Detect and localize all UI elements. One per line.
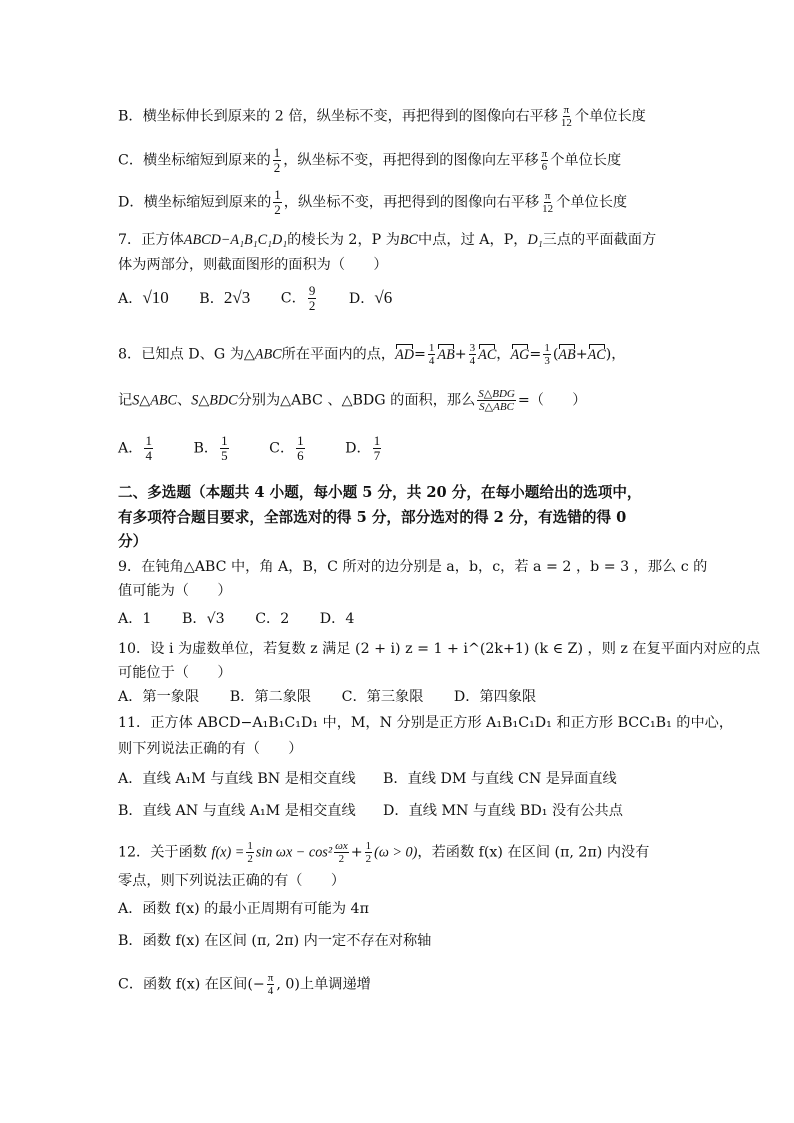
section-heading-line3: 分） xyxy=(118,533,148,550)
q10-stem-line1: 10．设 i 为虚数单位，若复数 z 满足 (2 + i) z = 1 + i^(2k+1) (k ∈ Z) ，则 z 在复平面内对应的点 xyxy=(118,641,761,657)
q12-option-a: A．函数 f(x) 的最小正周期有可能为 4π xyxy=(118,901,369,917)
fraction: $\frac{1}{2}$ xyxy=(274,187,281,217)
q10-stem-line2: 可能位于（ ） xyxy=(118,665,232,681)
fraction: $\frac{1}{4}$ xyxy=(145,433,152,463)
q8-stem-line2: 记S△ABC、S△BDC分别为△ABC 、△BDG 的面积，那么 $\frac{\text{S△BDG}}{\text{S△ABC}}$ =（ ） xyxy=(118,388,587,413)
q11-options-row1 xyxy=(118,770,356,788)
q9-option-a: A．1 xyxy=(118,611,152,627)
q12-option-b: B．函数 f(x) 在区间 (π, 2π) 内一定不存在对称轴 xyxy=(118,933,432,949)
q10-option-c: C．第三象限 xyxy=(341,689,424,705)
q7-option-d: D．√6 xyxy=(348,287,393,307)
q10-option-b: B．第二象限 xyxy=(229,689,312,705)
q11-options-row2 xyxy=(118,802,356,820)
q7-option-c: C． $\frac{9}{2}$ xyxy=(280,283,316,313)
q7-stem-line2: 体为两部分，则截面图形的面积为（ ） xyxy=(118,257,388,273)
q12-stem-line1: 12．关于函数 f(x) = $\frac{1}{2}$ sin ωx − cos² $\frac{\omega x}{2}$ + $\frac{1}{2}$ (ω > 0)，若函数 f(x) 在区间 (π, 2π) 内没有 xyxy=(118,840,650,865)
fraction: $\frac{1}{3}$ xyxy=(544,342,550,367)
q7-stem-line1: 7．正方体ABCD−A₁B₁C₁D₁的棱长为 2，P 为BC中点，过 A，P，D₁三点的平面截面方 xyxy=(118,232,657,248)
q8-options xyxy=(118,434,417,463)
q7-option-a: A．√10 xyxy=(118,287,169,307)
q9-option-d: D．4 xyxy=(319,611,355,627)
fraction: $\frac{9}{2}$ xyxy=(308,283,316,313)
fraction: $\frac{1}{5}$ xyxy=(221,433,228,463)
q11-option-d: D．直线 MN 与直线 BD₁ 没有公共点 xyxy=(383,803,623,819)
fraction: $\frac{1}{2}$ xyxy=(365,840,372,865)
q9-option-c: C．2 xyxy=(255,611,290,627)
q8-option-d: D． $\frac{1}{7}$ xyxy=(345,433,381,463)
fraction: $\frac{\omega x}{2}$ xyxy=(335,840,348,865)
q9-stem-line2: 值可能为（ ） xyxy=(118,583,232,599)
q11-options-row1-right xyxy=(383,770,617,788)
q7-options xyxy=(118,284,418,313)
q9-option-b: B．√3 xyxy=(181,611,225,627)
fraction: $\frac{3}{4}$ xyxy=(469,342,476,367)
fraction: $\frac{\pi}{12}$ xyxy=(560,104,572,129)
q8-option-a: A． $\frac{1}{4}$ xyxy=(118,433,152,463)
q11-option-b: B．直线 DM 与直线 CN 是异面直线 xyxy=(383,771,617,787)
section-heading-line2: 有多项符合题目要求，全部选对的得 5 分，部分选对的得 2 分，有选错的得 0 xyxy=(118,509,627,526)
fraction: $\frac{1}{2}$ xyxy=(247,840,253,865)
q10-option-a: A．第一象限 xyxy=(118,689,200,705)
fraction: $\frac{1}{2}$ xyxy=(273,145,281,175)
fraction: $\frac{\pi}{6}$ xyxy=(541,148,548,173)
q12-stem-line2: 零点，则下列说法正确的有（ ） xyxy=(118,873,346,889)
q6-option-d: D．横坐标缩短到原来的 $\frac{1}{2}$ ，纵坐标不变，再把得到的图像向右平移 $\frac{\pi}{12}$ 个单位长度 xyxy=(118,187,628,217)
fraction: $\frac{1}{7}$ xyxy=(373,433,381,463)
q9-options xyxy=(118,610,380,628)
fraction: $\frac{1}{6}$ xyxy=(297,433,304,463)
q8-option-b: B． $\frac{1}{5}$ xyxy=(193,433,228,463)
section-heading-line1: 二、多选题（本题共 4 小题，每小题 5 分，共 20 分，在每小题给出的选项中， xyxy=(118,484,642,501)
fraction: $\frac{\pi}{12}$ xyxy=(542,190,554,215)
q6-option-c: C．横坐标缩短到原来的 $\frac{1}{2}$ ，纵坐标不变，再把得到的图像向左平移 $\frac{\pi}{6}$ 个单位长度 xyxy=(118,145,622,175)
q10-option-d: D．第四象限 xyxy=(453,689,537,705)
fraction: $\frac{\text{S△BDG}}{\text{S△ABC}}$ xyxy=(478,388,515,413)
fraction: $\frac{1}{4}$ xyxy=(428,342,435,367)
q11-options-row2-right xyxy=(383,802,623,820)
q12-option-c: C．函数 f(x) 在区间(− $\frac{\pi}{4}$ , 0)上单调递增 xyxy=(118,972,371,997)
q11-option-c: B．直线 AN 与直线 A₁M 是相交直线 xyxy=(118,803,356,819)
q11-stem-line1: 11．正方体 ABCD−A₁B₁C₁D₁ 中，M，N 分别是正方形 A₁B₁C₁D₁ 和正方形 BCC₁B₁ 的中心， xyxy=(118,715,734,731)
q10-options xyxy=(118,688,562,706)
q9-stem-line1: 9．在钝角△ABC 中，角 A，B，C 所对的边分别是 a，b，c，若 a = 2 ，b = 3 ，那么 c 的 xyxy=(118,559,708,575)
q8-stem-line1: 8．已知点 D、G 为△ABC所在平面内的点，AD= $\frac{1}{4}$ AB+ $\frac{3}{4}$ AC，AG= $\frac{1}{3}$ (AB+AC)， xyxy=(118,342,626,367)
fraction: $\frac{\pi}{4}$ xyxy=(267,972,274,997)
q11-option-a: A．直线 A₁M 与直线 BN 是相交直线 xyxy=(118,771,356,787)
q11-stem-line2: 则下列说法正确的有（ ） xyxy=(118,741,303,757)
q7-option-b: B．2√3 xyxy=(199,287,251,307)
q8-option-c: C． $\frac{1}{6}$ xyxy=(269,433,304,463)
q6-option-b: B．横坐标伸长到原来的 2 倍，纵坐标不变，再把得到的图像向右平移 $\frac{\pi}{12}$ 个单位长度 xyxy=(118,104,646,129)
